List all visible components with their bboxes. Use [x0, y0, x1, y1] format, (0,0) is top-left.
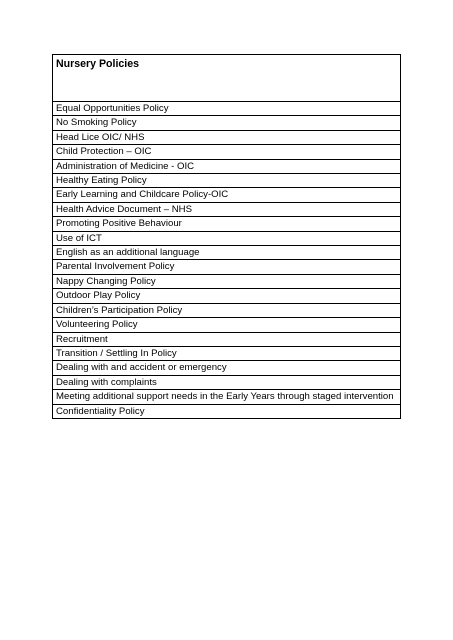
policy-cell: Recruitment	[53, 332, 401, 346]
table-row	[53, 174, 401, 188]
policy-cell: Dealing with complaints	[53, 375, 401, 389]
table-row	[53, 289, 401, 303]
policy-cell: Transition / Settling In Policy	[53, 346, 401, 360]
policy-cell: No Smoking Policy	[53, 116, 401, 130]
table-row	[53, 217, 401, 231]
table-row	[53, 332, 401, 346]
table-row	[53, 303, 401, 317]
table-row	[53, 102, 401, 116]
policy-cell: Use of ICT	[53, 231, 401, 245]
table-row	[53, 361, 401, 375]
table-row	[53, 246, 401, 260]
table-row	[53, 404, 401, 418]
policy-cell: Parental Involvement Policy	[53, 260, 401, 274]
policy-cell: Head Lice OIC/ NHS	[53, 130, 401, 144]
policy-cell: Administration of Medicine - OIC	[53, 159, 401, 173]
policy-cell: Equal Opportunities Policy	[53, 102, 401, 116]
table-row	[53, 116, 401, 130]
policy-cell: English as an additional language	[53, 246, 401, 260]
table-row	[53, 260, 401, 274]
table-row	[53, 274, 401, 288]
policy-cell: Children’s Participation Policy	[53, 303, 401, 317]
policy-cell: Early Learning and Childcare Policy-OIC	[53, 188, 401, 202]
policy-cell: Promoting Positive Behaviour	[53, 217, 401, 231]
policy-cell: Nappy Changing Policy	[53, 274, 401, 288]
table-row	[53, 231, 401, 245]
policy-cell: Volunteering Policy	[53, 318, 401, 332]
table-row	[53, 346, 401, 360]
policy-cell: Outdoor Play Policy	[53, 289, 401, 303]
policy-cell: Confidentiality Policy	[53, 404, 401, 418]
table-row	[53, 318, 401, 332]
table-row	[53, 390, 401, 404]
title-row	[53, 55, 401, 102]
table-row	[53, 375, 401, 389]
table-row	[53, 159, 401, 173]
table-row	[53, 130, 401, 144]
policy-cell: Child Protection – OIC	[53, 145, 401, 159]
policy-cell: Meeting additional support needs in the Early Years through staged intervention	[53, 390, 401, 404]
policy-cell: Healthy Eating Policy	[53, 174, 401, 188]
table-row	[53, 188, 401, 202]
table-row	[53, 202, 401, 216]
policies-table	[52, 54, 401, 419]
table-row	[53, 145, 401, 159]
policy-cell: Dealing with and accident or emergency	[53, 361, 401, 375]
table-title: Nursery Policies	[53, 55, 401, 102]
policy-cell: Health Advice Document – NHS	[53, 202, 401, 216]
